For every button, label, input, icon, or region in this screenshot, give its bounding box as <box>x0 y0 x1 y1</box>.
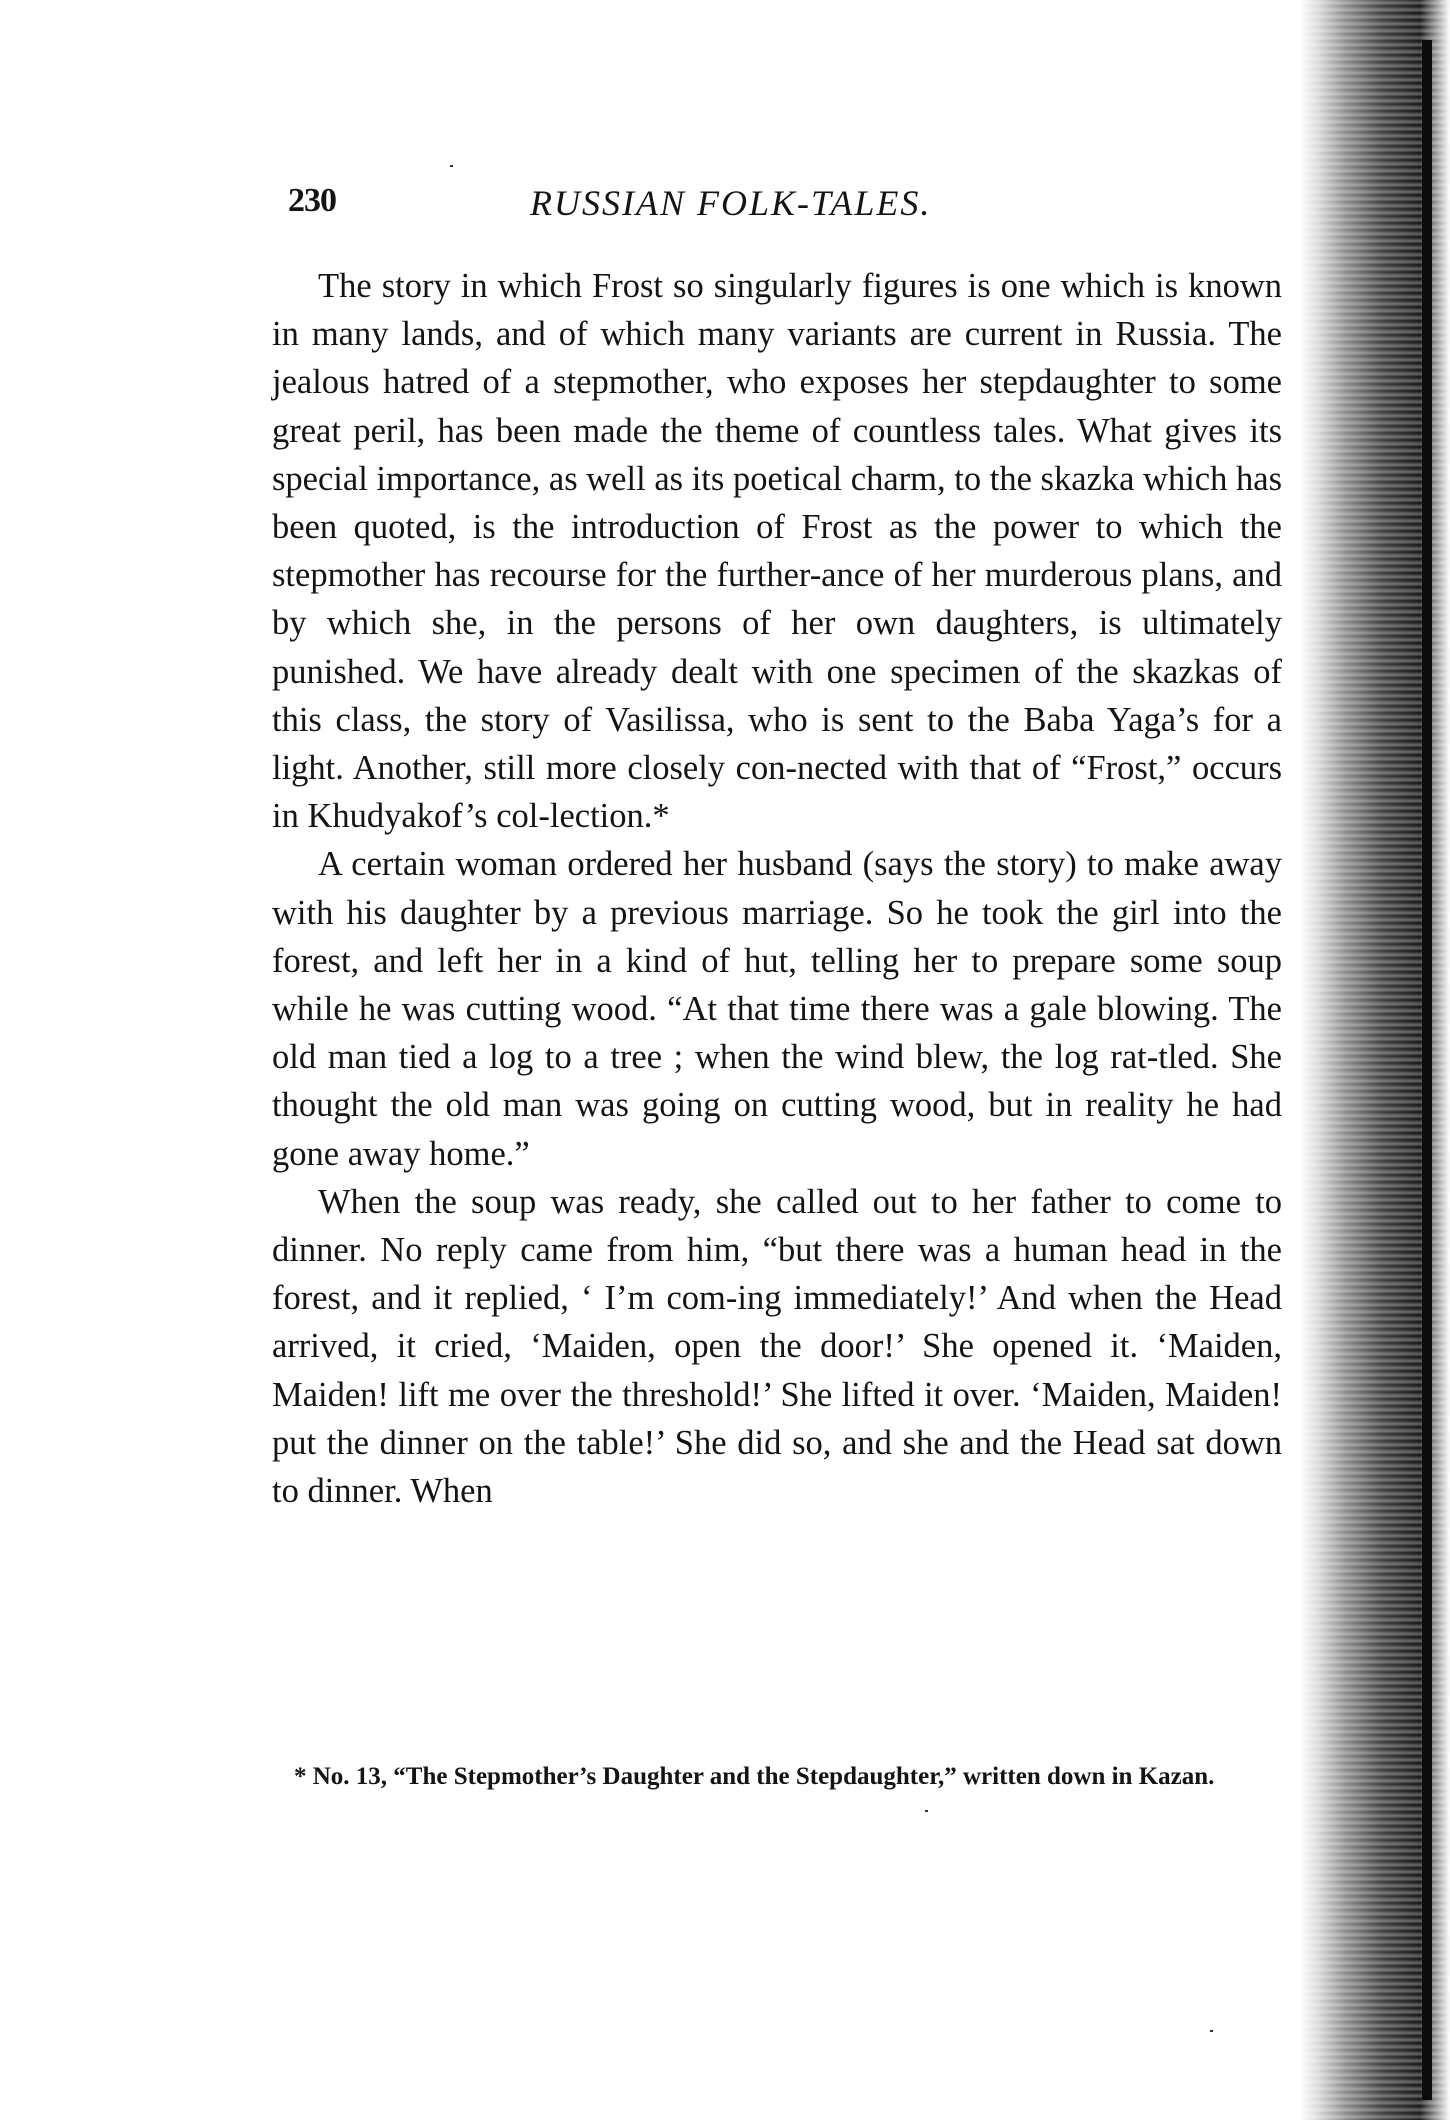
running-title: RUSSIAN FOLK-TALES. <box>530 183 932 223</box>
scan-speck <box>450 165 453 167</box>
scan-speck <box>1210 2030 1213 2032</box>
scan-speck <box>925 1810 928 1812</box>
page-number: 230 <box>288 182 336 219</box>
paragraph: When the soup was ready, she called out to her father to come to dinner. No reply came from him, “but there was a human head in the forest, and it replied, ‘ I’m com-ing immediately!’ And when the Head arrived, it cried, ‘Maiden, open the door!’ She opened it. ‘Maiden, Maiden! lift me over the threshold!’ She lifted it over. ‘Maiden, Maiden! put the dinner on the table!’ She did so, and she and the Head sat down to dinner. When <box>272 1182 1282 1511</box>
body-text <box>272 262 1282 1515</box>
paragraph: The story in which Frost so singularly figures is one which is known in many lands, and of which many variants are current in Russia. The jealous hatred of a stepmother, who exposes her stepdaughter to some great peril, has been made the theme of countless tales. What gives its special importance, as well as its poetical charm, to the skazka which has been quoted, is the introduction of Frost as the power to which the stepmother has recourse for the further-ance of her murderous plans, and by which she, in the persons of her own daughters, is ultimately punished. We have already dealt with one specimen of the skazkas of this class, the story of Vasilissa, who is sent to the Baba Yaga’s for a light. Another, still more closely con-nected with that of “Frost,” occurs in Khudyakof’s col-lection.* <box>272 267 1282 836</box>
binding-shadow <box>1422 40 1432 2100</box>
footnote: * No. 13, “The Stepmother’s Daughter and the Stepdaughter,” written down in Kazan. <box>294 1763 1215 1790</box>
page-header <box>288 182 1278 242</box>
paragraph: A certain woman ordered her husband (says the story) to make away with his daughter by a previous marriage. So he took the girl into the forest, and left her in a kind of hut, telling her to prepare some soup while he was cutting wood. “At that time there was a gale blowing. The old man tied a log to a tree ; when the wind blew, the log rat-tled. She thought the old man was going on cutting wood, but in reality he had gone away home.” <box>272 845 1282 1173</box>
